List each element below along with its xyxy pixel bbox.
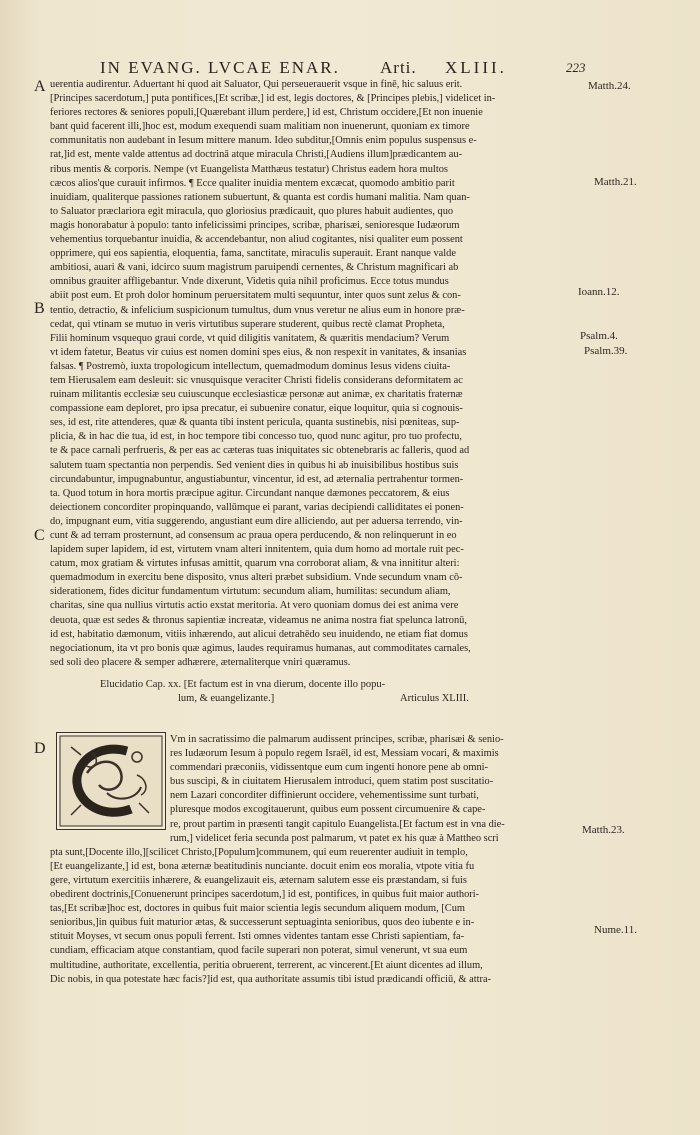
text-line: ruinam militantis ecclesiæ seu cuiuscunque ecclesiasticæ personæ aut animæ, ex charitatis fraternæ	[50, 389, 463, 401]
text-line: abiit post eum. Et proh dolor hominum peruersitatem multi sequuntur, inter quos sunt zelus & con-	[50, 290, 461, 302]
margin-note: Ioann.12.	[578, 286, 620, 298]
section-letter-b: B	[34, 300, 45, 317]
margin-note: Matth.23.	[582, 824, 625, 836]
text-line: ambitiosi, auari & vani, idcirco suum magistrum paruipendi cernentes, & Christum magnificari ab	[50, 262, 459, 274]
text-line: te & pace carnali perfrueris, & per eas ac cæteras tuas iniquitates sic obtenebraris ac falleris, quod ad	[50, 445, 470, 457]
text-line: siderationem, fides dicitur fundamentum virtutum: secundum aliam, humilitas: secundum aliam,	[50, 586, 451, 598]
section-letter-c: C	[34, 527, 45, 544]
text-line: Filii hominum vsquequo graui corde, vt quid diligitis vanitatem, & quæritis mendacium? Verum	[50, 332, 450, 344]
text-line: deuota, quæ est sedes & thronus sapientiæ increatæ, videamus ne anima nostra fiat spelunca latronū,	[50, 614, 467, 626]
margin-note: Psalm.4.	[580, 330, 618, 342]
text-line: nem Lazari concorditer diffinierunt occidere, vehementissime sunt turbati,	[170, 790, 479, 802]
elucidatio-heading	[100, 678, 530, 706]
text-line: plicia, & in hac die tua, id est, in hoc tempore tibi concesso tuo, quod nunc agitur, pro tuo profectu,	[50, 431, 462, 443]
text-line: vehementius torquebantur inuidia, & accendebantur, non aliud cogitantes, nisi qualiter eum possent	[50, 234, 463, 246]
text-line: feriores rectores & seniores populi,[Quærebant illum perdere,] id est, Christum occidere,[Et non inuenie	[50, 107, 483, 119]
text-line: communitatis non audebant in Iesum mittere manum. Ideo subditur,[Omnis enim populus suspensus e-	[50, 135, 477, 147]
text-line: id est, habitatio dæmonum, vitiis inhærendo, aut alicui detrahēdo seu inuidendo, ne etiam fiat domus	[50, 628, 468, 640]
text-line: to Saluator præclariora egit miracula, quo gloriosius prædicauit, quo plures habuit audientes, quo	[50, 205, 454, 217]
text-line: commendari præconiis, vidissentque eum cum ingenti honore pene ab omni-	[170, 762, 488, 774]
text-line: inuidiam, qualiterque passiones rationem subuertunt, & quanta est cordis humani malitia. Nam quan-	[50, 191, 470, 203]
folio-number: 223	[566, 60, 586, 75]
margin-note: Matth.24.	[588, 80, 631, 92]
text-line: senioribus,]in quibus fuit maturior ætas, & successerunt septuaginta senioribus, quos deo iubente e in-	[50, 917, 475, 929]
text-line: bus suscipi, & in ciuitatem Hierusalem introduci, quem statim post suscitatio-	[170, 776, 494, 788]
text-line: lapidem super lapidem, id est, virtutem vnam alteri innitentem, quia dum homo ad mortale ruit pec-	[50, 544, 464, 556]
text-line: [Principes sacerdotum,] puta pontifices,[Et scribæ,] id est, legis doctores, & [Principes plebis,] videlicet in-	[50, 93, 496, 105]
text-line: tem Hierusalem eam desleuit: sic vnusquisque veraciter Christi fidelis considerans deformitatem ac	[50, 374, 463, 386]
text-line: Dic nobis, in qua potestate hæc facis?]id est, qua authoritate assumis tibi istud prædicandi officiū, & attra-	[50, 973, 492, 985]
commentary-text-block	[50, 733, 570, 987]
text-line: pluresque modos excogitauerunt, quibus eum possent circumuenire & cape-	[170, 804, 486, 816]
text-line: tentio, detractio, & infelicium suspicionum tumultus, dum vnus veretur ne alius eum in honore præ-	[50, 304, 465, 316]
text-line: pta sunt,[Docente illo,][scilicet Christo,[Populum]communem, qui eum reuerenter audiuit in templo,	[50, 846, 468, 858]
text-line: circundabuntur, impugnabuntur, angustiabuntur, vincentur, id est, ad æternalia pertrahentur tormen-	[50, 473, 464, 485]
text-line: [Et euangelizante,] id est, bona æternæ beatitudinis nunciante. docuit enim eos moralia, vtpote vitia fu	[50, 860, 475, 872]
text-line: charitas, sine qua nullius virtutis actio exstat meritoria. At vero quoniam domus dei est anima vere	[50, 600, 459, 612]
section-letter-a: A	[34, 78, 46, 95]
text-line: gere, virtutum exercitiis inhærere, & euangelizauit eis, æternam salutem esse eis præstandam, si fuis	[50, 874, 467, 886]
text-line: ta. Quod totum in hora mortis præcipue agitur. Circundant nanque dæmones peccatorem, & eius	[50, 487, 450, 499]
article-label: Arti.	[380, 58, 417, 77]
text-line: compassione eam deploret, pro ipsa precatur, ei subuenire conatur, eique loquitur, quia si cognouis-	[50, 403, 463, 415]
article-number: XLIII.	[445, 58, 507, 77]
text-line: rat,]id est, mente valde attentus ad doctrinā atque miracula Christi,[Audiens illum]prædicantem au-	[50, 149, 463, 161]
text-line: obedirent doctrinis,[Conuenerunt principes sacerdotum,] id est, pontifices, in quibus fuit maior authori-	[50, 889, 480, 901]
text-line: ses, id est, rite attenderes, quæ & quanta tibi instent pericula, quanta sustinebis, nisi pœniteas, sup-	[50, 417, 460, 429]
text-line: stituit Moyses, vt secum onus populi ferrent. Isti omnes videntes tantam esse Christi sapientiam, fa-	[50, 931, 465, 943]
text-line: quemadmodum in exercitu bene disposito, vnus alteri præbet subsidium. Vnde secundum vnam cō-	[50, 572, 463, 584]
section-letter-d: D	[34, 740, 46, 757]
elucidatio-line: Elucidatio Cap. xx. [Et factum est in vna dierum, docente illo popu-	[100, 679, 386, 690]
text-line: multitudine, authoritate, excellentia, peritia obruerent, terrerent, ac vincerent.[Et aiunt dicentes ad illum,	[50, 959, 483, 971]
text-line: cæcos alios'que curauit infirmos. ¶ Ecce qualiter inuidia mentem excæcat, quomodo ambitio parit	[50, 177, 455, 189]
text-line: falsas. ¶ Postremò, iuxta tropologicum intellectum, quemadmodum dominus Iesus videns ciuita-	[50, 360, 451, 372]
article-heading: Articulus XLIII.	[400, 693, 469, 704]
text-line: bant quid facerent illi,]hoc est, modum exequendi suam malitiam non inuenerunt, quoniam ex timore	[50, 121, 470, 133]
text-line: ribus mentis & corporis. Nempe (vt Euangelista Matthæus testatur) Christus eadem hora multos	[50, 163, 448, 175]
text-line: tas,[Et scribæ]hoc est, doctores in quibus fuit maior scientia legis secundum aliquem modum, [Cum	[50, 903, 465, 915]
margin-note: Psalm.39.	[584, 345, 628, 357]
text-line: sed soli deo placere & semper adhærere, æternaliterque vniri quæramus.	[50, 656, 351, 668]
text-line: Vm in sacratissimo die palmarum audissent principes, scribæ, pharisæi & senio-	[170, 734, 504, 745]
text-line: cunt & ad terram prosternunt, ad consensum ac praua opera perducendo, & non relinquerunt in eo	[50, 530, 457, 541]
text-line: re, prout partim in præsenti tangit capitulo Euangelista.[Et factum est in vna die-	[170, 818, 505, 830]
text-line: do, impugnant eum, vitia suggerendo, angustiant eum dire alliciendo, aut per aduersa terrendo, vin-	[50, 515, 463, 527]
margin-note: Matth.21.	[594, 176, 637, 188]
text-line: salutem tuam spectantia non perpendis. Sed venient dies in quibus hi ab inuisibilibus hostibus suis	[50, 459, 459, 471]
text-line: deiectionem concorditer propinquando, vallūmque ei parant, varias decipiendi calliditates ei ponen-	[50, 501, 464, 513]
margin-note: Nume.11.	[594, 924, 637, 936]
text-line: res Iudæorum Iesum à populo regem Israël, id est, Messiam vocari, & maximis	[170, 748, 499, 760]
text-line: magis honorabatur à populo: tanto infelicissimi principes, scribæ, pharisæi, senioresque Iudæorum	[50, 219, 460, 231]
elucidatio-line: lum, & euangelizante.]	[178, 693, 275, 704]
text-line: rum,] videlicet feria secunda post palmarum, vt patet ex his quæ à Mattheo scri	[170, 832, 499, 844]
text-line: negociationum, ita vt pro bonis quæ agimus, laudes requiramus humanas, aut commoditates carnales,	[50, 642, 471, 654]
text-line: opprimere, qui eos sapientia, eloquentia, fama, sanctitate, miraculis superauit. Erant nanque valde	[50, 248, 456, 260]
running-head-title: IN EVANG. LVCAE ENAR.	[100, 58, 340, 77]
running-header	[100, 58, 600, 78]
text-line: uerentia audirentur. Aduertant hi quod ait Saluator, Qui perseuerauerit vsque in finē, hic saluus erit.	[50, 79, 463, 90]
text-line: cedat, qui vtinam se mutuo in veris virtutibus superare studerent, quibus rectè clamat Propheta,	[50, 318, 445, 330]
text-line: vt idem fatetur, Beatus vir cuius est nomen domini spes eius, & non respexit in vanitates, & insanias	[50, 346, 467, 358]
commentary-text-block	[50, 78, 570, 670]
text-line: cundiam, efficaciam atque constantiam, quod facile superari non poterat, simul venerunt, vt sua eum	[50, 945, 468, 957]
text-line: catum, mox gratiam & virtutes infusas amittit, quarum vna corroborat aliam, & vna innititur alteri:	[50, 558, 460, 570]
text-line: omnibus grauiter affligebantur. Vnde dixerunt, Videtis quia nihil proficimus. Ecce totus mundus	[50, 276, 449, 288]
